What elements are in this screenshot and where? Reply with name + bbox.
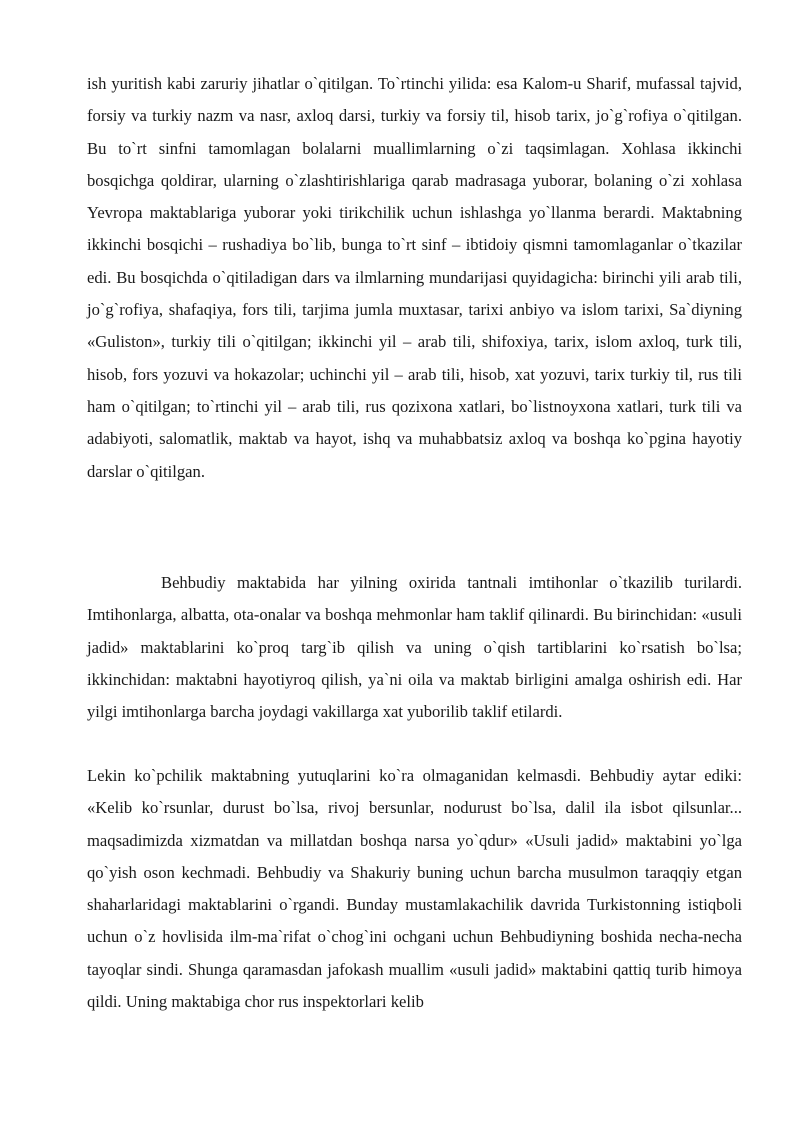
paragraph-2-text bbox=[87, 567, 742, 728]
paragraph-3 bbox=[87, 760, 742, 1018]
paragraph-2 bbox=[87, 567, 742, 728]
paragraph-3-text: Lekin ko`pchilik maktabning yutuqlarini ko`ra olmaganidan kelmasdi. Behbudiy aytar ediki: «Kelib ko`rsunlar, durust bo`lsa, rivoj bersunlar, nodurust bo`lsa, dalil ila isbot qilsunlar... maqsadimizda xizmatdan va millatdan boshqa narsa yo`qdur» «Usuli jadid» maktabini yo`lga qo`yish oson kechmadi. Behbudiy va Shakuriy buning uchun barcha musulmon taraqqiy etgan shaharlaridagi maktablarini o`rgandi. Bunday mustamlakachilik davrida Turkistonning istiqboli uchun o`z hovlisida ilm-ma`rifat o`chog`ini ochgani uchun Behbudiyning boshida necha-necha tayoqlar sindi. Shunga qaramasdan jafokash muallim «usuli jadid» maktabini qattiq turib himoya qildi. Uning maktabiga chor rus inspektorlari kelib bbox=[87, 766, 742, 1012]
paragraph-1 bbox=[87, 68, 742, 488]
paragraph-1-text: ish yuritish kabi zaruriy jihatlar o`qitilgan. To`rtinchi yilida: esa Kalom-u Sharif, mufassal tajvid, forsiy va turkiy nazm va nasr, axloq darsi, turkiy va forsiy til, hisob tarix, jo`g`rofiya o`qitilgan. Bu to`rt sinfni tamomlagan bolalarni muallimlarning o`zi taqsimlagan. Xohlasa ikkinchi bosqichga qoldirar, ularning o`zlashtirishlariga qarab madrasaga yuborar, bolaning o`zi xohlasa Yevropa maktablariga yuborar yoki tirikchilik uchun ishlashga yo`llanma berardi. Maktabning ikkinchi bosqichi – rushadiya bo`lib, bunga to`rt sinf – ibtidoiy qismni tamomlaganlar o`tkazilar edi. Bu bosqichda o`qitiladigan dars va ilmlarning mundarijasi quyidagicha: birinchi yili arab tili, jo`g`rofiya, shafaqiya, fors tili, tarjima jumla muxtasar, tarixi anbiyo va islom tarixi, Sa`diyning «Guliston», turkiy tili o`qitilgan; ikkinchi yil – arab tili, shifoxiya, tarix, islom axloq, turk tili, hisob, fors yozuvi va hokazolar; uchinchi yil – arab tili, hisob, xat yozuvi, tarix turkiy til, rus tili ham o`qitilgan; to`rtinchi yil – arab tili, rus qozixona xatlari, bo`listnoyxona xatlari, turk tili va adabiyoti, salomatlik, maktab va hayot, ishq va muhabbatsiz axloq va boshqa ko`pgina hayotiy darslar o`qitilgan. bbox=[87, 74, 742, 481]
paragraph-2-content: Behbudiy maktabida har yilning oxirida tantnali imtihonlar o`tkazilib turilardi. Imtihonlarga, albatta, ota-onalar va boshqa mehmonlar ham taklif qilinardi. Bu birinchidan: «usuli jadid» maktablarini ko`proq targ`ib qilish va uning o`qish tartiblarini ko`rsatish bo`lsa; ikkinchidan: maktabni hayotiyroq qilish, ya`ni oila va maktab birligini amalga oshirish edi. Har yilgi imtihonlarga barcha joydagi vakillarga xat yuborilib taklif etilardi. bbox=[87, 573, 742, 722]
